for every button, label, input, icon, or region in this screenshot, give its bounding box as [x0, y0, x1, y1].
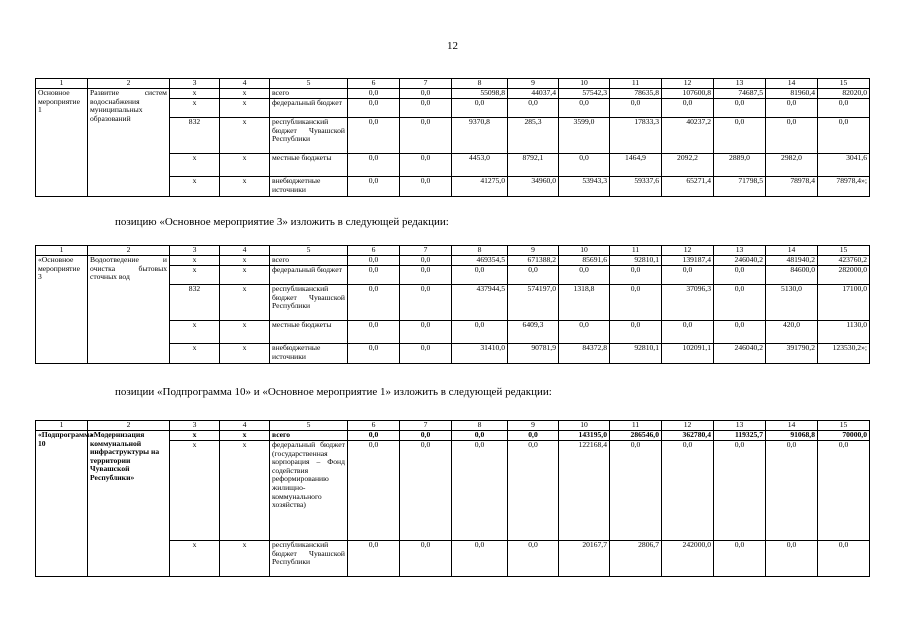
value-cell: 0,0	[400, 441, 452, 541]
header-cell: 4	[220, 246, 270, 256]
table-header-row	[36, 246, 870, 256]
value-cell: 143195,0	[559, 431, 610, 441]
value-cell: 0,0	[662, 266, 714, 285]
value-cell: 8792,1	[508, 154, 559, 177]
value-cell: 0,0	[400, 118, 452, 154]
value-cell: 0,0	[348, 256, 400, 266]
value-cell: 1130,0	[818, 321, 870, 344]
measure-title-cell: Развитие систем водоснабжения муниципальных образований	[88, 89, 170, 197]
code-cell: x	[220, 177, 270, 197]
header-cell: 7	[400, 421, 452, 431]
value-cell: 282000,0	[818, 266, 870, 285]
table-row	[36, 431, 870, 441]
value-cell: 40237,2	[662, 118, 714, 154]
value-cell: 82020,0	[818, 89, 870, 99]
funding-source-cell: внебюджетные источники	[270, 344, 348, 364]
funding-source-cell: всего	[270, 89, 348, 99]
value-cell: 0,0	[662, 441, 714, 541]
value-cell: 0,0	[348, 541, 400, 577]
funding-source-cell: местные бюджеты	[270, 154, 348, 177]
value-cell: 78635,8	[610, 89, 662, 99]
funding-source-cell: местные бюджеты	[270, 321, 348, 344]
header-cell: 9	[508, 79, 559, 89]
value-cell: 437944,5	[452, 285, 508, 321]
table-main-event-1	[35, 78, 870, 197]
value-cell: 0,0	[508, 99, 559, 118]
table-header-row	[36, 421, 870, 431]
value-cell: 0,0	[400, 177, 452, 197]
value-cell: 0,0	[508, 266, 559, 285]
value-cell: 0,0	[610, 321, 662, 344]
header-cell: 10	[559, 79, 610, 89]
value-cell: 0,0	[400, 344, 452, 364]
funding-source-cell: федеральный бюджет	[270, 266, 348, 285]
header-cell: 4	[220, 79, 270, 89]
value-cell: 286546,0	[610, 431, 662, 441]
value-cell: 0,0	[348, 431, 400, 441]
header-cell: 7	[400, 79, 452, 89]
value-cell: 2889,0	[714, 154, 766, 177]
value-cell: 0,0	[766, 99, 818, 118]
value-cell: 78978,4	[766, 177, 818, 197]
code-cell: x	[220, 321, 270, 344]
code-cell: x	[170, 99, 220, 118]
table-header-row	[36, 79, 870, 89]
code-cell: x	[220, 285, 270, 321]
header-cell: 3	[170, 79, 220, 89]
header-cell: 13	[714, 246, 766, 256]
value-cell: 91068,8	[766, 431, 818, 441]
value-cell: 37096,3	[662, 285, 714, 321]
value-cell: 246040,2	[714, 256, 766, 266]
code-cell: x	[170, 344, 220, 364]
value-cell: 246040,2	[714, 344, 766, 364]
code-cell: x	[170, 154, 220, 177]
value-cell: 0,0	[714, 321, 766, 344]
value-cell: 469354,5	[452, 256, 508, 266]
value-cell: 102091,1	[662, 344, 714, 364]
value-cell: 285,3	[508, 118, 559, 154]
header-cell: 1	[36, 421, 88, 431]
code-cell: x	[170, 256, 220, 266]
value-cell: 0,0	[400, 266, 452, 285]
value-cell: 0,0	[662, 99, 714, 118]
header-cell: 4	[220, 421, 270, 431]
value-cell: 0,0	[348, 89, 400, 99]
header-cell: 12	[662, 79, 714, 89]
value-cell: 71798,5	[714, 177, 766, 197]
code-cell: x	[170, 177, 220, 197]
header-cell: 5	[270, 246, 348, 256]
value-cell: 0,0	[766, 441, 818, 541]
table-subprogram-10	[35, 420, 870, 577]
value-cell: 0,0	[348, 177, 400, 197]
header-cell: 5	[270, 421, 348, 431]
funding-source-cell: федеральный бюджет	[270, 99, 348, 118]
value-cell: 362780,4	[662, 431, 714, 441]
header-cell: 1	[36, 246, 88, 256]
value-cell: 1464,9	[610, 154, 662, 177]
value-cell: 2806,7	[610, 541, 662, 577]
funding-source-cell: внебюджетные источники	[270, 177, 348, 197]
header-cell: 10	[559, 246, 610, 256]
header-cell: 8	[452, 246, 508, 256]
page-number: 12	[447, 40, 458, 52]
value-cell: 139187,4	[662, 256, 714, 266]
header-cell: 3	[170, 421, 220, 431]
value-cell: 3041,6	[818, 154, 870, 177]
value-cell: 123530,2»;	[818, 344, 870, 364]
value-cell: 20167,7	[559, 541, 610, 577]
table-main-event-3	[35, 245, 870, 364]
funding-source-cell: республиканский бюджет Чувашской Республики	[270, 118, 348, 154]
header-cell: 8	[452, 421, 508, 431]
value-cell: 17833,3	[610, 118, 662, 154]
value-cell: 0,0	[348, 99, 400, 118]
value-cell: 0,0	[559, 266, 610, 285]
value-cell: 0,0	[508, 431, 559, 441]
value-cell: 0,0	[714, 441, 766, 541]
value-cell: 85691,6	[559, 256, 610, 266]
value-cell: 1318,8	[559, 285, 610, 321]
value-cell: 0,0	[400, 89, 452, 99]
measure-name-cell: Основное мероприятие 1	[36, 89, 88, 197]
amendment-paragraph: позицию «Основное мероприятие 3» изложить в следующей редакции:	[115, 216, 449, 228]
value-cell: 0,0	[714, 99, 766, 118]
header-cell: 14	[766, 421, 818, 431]
value-cell: 92810,1	[610, 256, 662, 266]
header-cell: 1	[36, 79, 88, 89]
code-cell: x	[170, 321, 220, 344]
header-cell: 6	[348, 246, 400, 256]
value-cell: 0,0	[452, 266, 508, 285]
table-row	[36, 256, 870, 266]
code-cell: x	[220, 541, 270, 577]
value-cell: 70000,0	[818, 431, 870, 441]
value-cell: 0,0	[714, 541, 766, 577]
value-cell: 59337,6	[610, 177, 662, 197]
header-cell: 7	[400, 246, 452, 256]
header-cell: 10	[559, 421, 610, 431]
header-cell: 13	[714, 421, 766, 431]
value-cell: 74687,5	[714, 89, 766, 99]
header-cell: 2	[88, 421, 170, 431]
code-cell: x	[220, 441, 270, 541]
header-cell: 2	[88, 79, 170, 89]
header-cell: 15	[818, 246, 870, 256]
value-cell: 0,0	[400, 256, 452, 266]
value-cell: 0,0	[348, 285, 400, 321]
subprogram-title-cell: «Модернизация коммунальной инфраструктуры на территории Чувашской Республики»	[88, 431, 170, 577]
value-cell: 9370,8	[452, 118, 508, 154]
subprogram-name-cell: «Подпрограмма 10	[36, 431, 88, 577]
value-cell: 53943,3	[559, 177, 610, 197]
value-cell: 0,0	[610, 285, 662, 321]
code-cell: x	[220, 344, 270, 364]
header-cell: 8	[452, 79, 508, 89]
value-cell: 0,0	[452, 431, 508, 441]
funding-source-cell: всего	[270, 431, 348, 441]
value-cell: 6409,3	[508, 321, 559, 344]
value-cell: 0,0	[452, 321, 508, 344]
header-cell: 12	[662, 421, 714, 431]
amendment-paragraph: позиции «Подпрограмма 10» и «Основное мероприятие 1» изложить в следующей редакции:	[115, 386, 552, 398]
value-cell: 119325,7	[714, 431, 766, 441]
code-cell: x	[170, 441, 220, 541]
code-cell: 832	[170, 285, 220, 321]
value-cell: 65271,4	[662, 177, 714, 197]
header-cell: 5	[270, 79, 348, 89]
value-cell: 242000,0	[662, 541, 714, 577]
value-cell: 0,0	[818, 118, 870, 154]
value-cell: 0,0	[348, 344, 400, 364]
value-cell: 0,0	[348, 154, 400, 177]
value-cell: 0,0	[818, 99, 870, 118]
value-cell: 0,0	[818, 441, 870, 541]
value-cell: 0,0	[452, 541, 508, 577]
value-cell: 0,0	[714, 285, 766, 321]
value-cell: 574197,0	[508, 285, 559, 321]
value-cell: 0,0	[610, 441, 662, 541]
code-cell: x	[220, 118, 270, 154]
header-cell: 6	[348, 421, 400, 431]
value-cell: 0,0	[559, 321, 610, 344]
header-cell: 2	[88, 246, 170, 256]
code-cell: x	[220, 99, 270, 118]
value-cell: 0,0	[400, 99, 452, 118]
table-row	[36, 89, 870, 99]
value-cell: 92810,1	[610, 344, 662, 364]
value-cell: 0,0	[714, 118, 766, 154]
value-cell: 84372,8	[559, 344, 610, 364]
header-cell: 14	[766, 246, 818, 256]
value-cell: 41275,0	[452, 177, 508, 197]
value-cell: 2092,2	[662, 154, 714, 177]
header-cell: 11	[610, 79, 662, 89]
value-cell: 481940,2	[766, 256, 818, 266]
value-cell: 2982,0	[766, 154, 818, 177]
header-cell: 15	[818, 421, 870, 431]
value-cell: 671388,2	[508, 256, 559, 266]
value-cell: 391790,2	[766, 344, 818, 364]
value-cell: 0,0	[662, 321, 714, 344]
header-cell: 9	[508, 421, 559, 431]
value-cell: 84600,0	[766, 266, 818, 285]
measure-name-cell: «Основное мероприятие 3	[36, 256, 88, 364]
value-cell: 0,0	[400, 321, 452, 344]
value-cell: 0,0	[452, 441, 508, 541]
value-cell: 0,0	[400, 541, 452, 577]
header-cell: 12	[662, 246, 714, 256]
code-cell: x	[170, 89, 220, 99]
value-cell: 0,0	[559, 154, 610, 177]
value-cell: 44037,4	[508, 89, 559, 99]
code-cell: x	[220, 266, 270, 285]
value-cell: 55098,8	[452, 89, 508, 99]
value-cell: 31410,0	[452, 344, 508, 364]
value-cell: 34960,0	[508, 177, 559, 197]
value-cell: 0,0	[348, 118, 400, 154]
value-cell: 17100,0	[818, 285, 870, 321]
value-cell: 0,0	[714, 266, 766, 285]
measure-title-cell: Водоотведение и очистка бытовых сточных вод	[88, 256, 170, 364]
header-cell: 3	[170, 246, 220, 256]
value-cell: 5130,0	[766, 285, 818, 321]
code-cell: x	[170, 431, 220, 441]
value-cell: 4453,0	[452, 154, 508, 177]
code-cell: x	[220, 89, 270, 99]
value-cell: 0,0	[610, 266, 662, 285]
value-cell: 0,0	[400, 431, 452, 441]
header-cell: 15	[818, 79, 870, 89]
value-cell: 0,0	[766, 118, 818, 154]
header-cell: 11	[610, 246, 662, 256]
value-cell: 0,0	[452, 99, 508, 118]
code-cell: x	[220, 431, 270, 441]
code-cell: x	[220, 256, 270, 266]
value-cell: 90781,9	[508, 344, 559, 364]
code-cell: 832	[170, 118, 220, 154]
value-cell: 0,0	[818, 541, 870, 577]
value-cell: 423760,2	[818, 256, 870, 266]
value-cell: 0,0	[508, 541, 559, 577]
code-cell: x	[170, 541, 220, 577]
funding-source-cell: федеральный бюджет (государственная корпорация – Фонд содействия реформированию жилищно-коммунального хозяйства)	[270, 441, 348, 541]
value-cell: 0,0	[400, 154, 452, 177]
value-cell: 420,0	[766, 321, 818, 344]
value-cell: 0,0	[400, 285, 452, 321]
value-cell: 0,0	[348, 441, 400, 541]
header-cell: 6	[348, 79, 400, 89]
value-cell: 57542,3	[559, 89, 610, 99]
header-cell: 13	[714, 79, 766, 89]
value-cell: 0,0	[508, 441, 559, 541]
header-cell: 9	[508, 246, 559, 256]
value-cell: 0,0	[766, 541, 818, 577]
code-cell: x	[220, 154, 270, 177]
value-cell: 0,0	[348, 321, 400, 344]
value-cell: 81960,4	[766, 89, 818, 99]
header-cell: 14	[766, 79, 818, 89]
value-cell: 107600,8	[662, 89, 714, 99]
value-cell: 3599,0	[559, 118, 610, 154]
value-cell: 0,0	[559, 99, 610, 118]
funding-source-cell: республиканский бюджет Чувашской Республики	[270, 285, 348, 321]
header-cell: 11	[610, 421, 662, 431]
value-cell: 78978,4»;	[818, 177, 870, 197]
value-cell: 122168,4	[559, 441, 610, 541]
value-cell: 0,0	[348, 266, 400, 285]
code-cell: x	[170, 266, 220, 285]
funding-source-cell: всего	[270, 256, 348, 266]
value-cell: 0,0	[610, 99, 662, 118]
funding-source-cell: республиканский бюджет Чувашской Республики	[270, 541, 348, 577]
